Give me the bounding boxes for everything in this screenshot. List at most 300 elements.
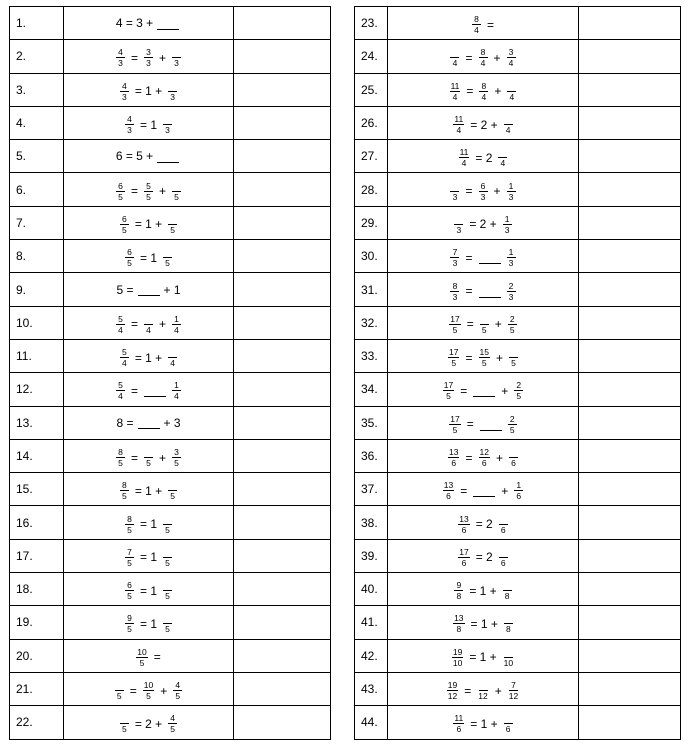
fraction-numerator xyxy=(163,580,172,591)
fraction-numerator xyxy=(168,347,177,358)
fraction xyxy=(507,47,516,68)
answer-box[interactable] xyxy=(234,706,331,739)
problem-equation xyxy=(388,639,579,672)
problem-equation xyxy=(388,40,579,73)
fraction-denominator: 4 xyxy=(146,324,151,335)
answer-box[interactable] xyxy=(579,706,681,739)
fraction-numerator: 8 xyxy=(479,47,488,58)
equation-operator: + xyxy=(494,683,502,698)
fraction xyxy=(453,114,464,135)
fraction-denominator: 5 xyxy=(165,591,170,602)
fraction-numerator: 5 xyxy=(120,347,129,358)
problem-row xyxy=(10,206,331,239)
equation-expression xyxy=(118,713,179,734)
answer-box[interactable] xyxy=(234,140,331,173)
fraction-numerator: 5 xyxy=(144,181,153,192)
answer-box[interactable] xyxy=(234,439,331,472)
fraction-numerator: 12 xyxy=(479,447,489,457)
answer-blank[interactable] xyxy=(138,416,160,429)
fraction-numerator xyxy=(144,447,153,458)
answer-box[interactable] xyxy=(579,473,681,506)
answer-box[interactable] xyxy=(234,240,331,273)
problem-equation xyxy=(388,473,579,506)
problem-row xyxy=(10,73,331,106)
equation-expression xyxy=(448,281,517,302)
problem-equation xyxy=(64,240,234,273)
equation-operator: = 2 + xyxy=(469,217,497,232)
equation-operator: = 1 + xyxy=(469,650,497,665)
fraction xyxy=(479,181,488,202)
fraction-numerator: 10 xyxy=(137,646,147,657)
problem-equation xyxy=(64,406,234,439)
answer-blank[interactable] xyxy=(473,384,495,397)
fraction-numerator xyxy=(498,147,507,158)
answer-box[interactable] xyxy=(234,106,331,139)
fraction xyxy=(172,181,181,202)
answer-box[interactable] xyxy=(579,240,681,273)
problem-row xyxy=(355,240,681,273)
fraction-denominator: 5 xyxy=(146,458,151,468)
fraction-denominator: 5 xyxy=(127,624,132,635)
answer-box[interactable] xyxy=(579,573,681,606)
equation-text: 8 = xyxy=(116,415,134,430)
fraction xyxy=(453,613,464,634)
fraction-denominator: 10 xyxy=(452,657,463,668)
fraction-numerator: 8 xyxy=(450,281,459,292)
equation-expression xyxy=(441,480,526,501)
fraction xyxy=(168,347,177,368)
fraction xyxy=(507,281,516,302)
answer-blank[interactable] xyxy=(138,283,160,296)
fraction-denominator: 5 xyxy=(165,524,170,535)
fraction-denominator: 3 xyxy=(504,224,510,235)
answer-box[interactable] xyxy=(234,473,331,506)
equation-expression xyxy=(123,613,174,634)
answer-box[interactable] xyxy=(579,106,681,139)
problem-row xyxy=(355,73,681,106)
fraction-denominator: 4 xyxy=(118,324,123,335)
equation-expression xyxy=(448,81,519,102)
fraction-denominator: 4 xyxy=(174,391,179,402)
fraction-denominator: 5 xyxy=(452,324,458,335)
problem-equation xyxy=(64,473,234,506)
fraction xyxy=(144,447,153,468)
problem-number: 2. xyxy=(10,40,64,73)
answer-blank[interactable] xyxy=(144,384,166,397)
answer-box[interactable] xyxy=(579,506,681,539)
answer-box[interactable] xyxy=(579,539,681,572)
fraction xyxy=(120,214,129,235)
equation-operator: + xyxy=(160,683,168,698)
answer-box[interactable] xyxy=(234,639,331,672)
fraction-denominator: 5 xyxy=(121,491,127,502)
problem-equation xyxy=(388,273,579,306)
problem-row xyxy=(355,7,681,40)
answer-box[interactable] xyxy=(234,206,331,239)
fraction xyxy=(144,47,153,68)
fraction-numerator xyxy=(450,181,459,192)
fraction xyxy=(509,447,518,468)
fraction-numerator: 11 xyxy=(450,80,460,91)
equation-expression xyxy=(114,380,183,401)
problem-equation xyxy=(388,240,579,273)
answer-box[interactable] xyxy=(579,439,681,472)
fraction-denominator: 6 xyxy=(516,491,522,502)
equation-expression xyxy=(450,647,516,668)
problem-row xyxy=(355,439,681,472)
answer-box[interactable] xyxy=(579,206,681,239)
fraction-numerator xyxy=(509,347,518,358)
equation-expression xyxy=(451,114,514,135)
fraction xyxy=(509,347,518,368)
fraction xyxy=(508,414,517,435)
equation-operator: = 1 xyxy=(139,616,157,631)
problem-number: 44. xyxy=(355,706,388,739)
fraction-numerator xyxy=(172,181,181,192)
equation-operator: = 1 + xyxy=(470,616,498,631)
answer-box[interactable] xyxy=(579,7,681,40)
problem-number: 26. xyxy=(355,106,388,139)
fraction-numerator xyxy=(144,314,153,325)
fraction xyxy=(454,580,463,601)
answer-blank[interactable] xyxy=(157,150,179,163)
problem-row xyxy=(10,106,331,139)
fraction-numerator: 6 xyxy=(479,181,488,192)
answer-box[interactable] xyxy=(579,373,681,406)
answer-box[interactable] xyxy=(579,173,681,206)
fraction-denominator: 4 xyxy=(118,391,123,402)
fraction-denominator: 3 xyxy=(452,191,458,202)
equation-operator: = 2 xyxy=(475,550,493,565)
fraction-denominator: 3 xyxy=(452,291,458,302)
fraction-denominator: 12 xyxy=(508,691,519,702)
answer-box[interactable] xyxy=(579,339,681,372)
problem-equation xyxy=(64,140,234,173)
problem-row xyxy=(355,140,681,173)
fraction xyxy=(125,114,134,135)
problem-number: 37. xyxy=(355,473,388,506)
equation-expression xyxy=(448,47,517,68)
fraction-denominator: 5 xyxy=(446,391,451,402)
problem-row xyxy=(355,672,681,705)
fraction-numerator: 3 xyxy=(172,447,181,458)
worksheet-right-table xyxy=(354,6,681,740)
equation-operator: = 1 + xyxy=(134,350,163,365)
fraction-denominator: 4 xyxy=(500,158,506,169)
fraction-numerator xyxy=(504,613,513,624)
problem-row xyxy=(355,506,681,539)
fraction-denominator: 5 xyxy=(121,724,127,735)
answer-box[interactable] xyxy=(234,73,331,106)
problem-number: 11. xyxy=(10,339,64,372)
fraction-denominator: 5 xyxy=(118,191,123,202)
problem-number: 25. xyxy=(355,73,388,106)
problem-row xyxy=(10,240,331,273)
fraction-denominator: 5 xyxy=(481,324,487,335)
equation-operator: + xyxy=(159,50,167,65)
equation-text: + 1 xyxy=(163,282,181,297)
fraction xyxy=(450,281,459,302)
fraction xyxy=(508,314,517,335)
problem-row xyxy=(10,606,331,639)
fraction xyxy=(163,514,172,535)
fraction xyxy=(125,613,134,634)
fraction xyxy=(443,480,454,501)
fraction-numerator: 17 xyxy=(450,413,460,424)
problem-equation xyxy=(64,106,234,139)
equation-expression xyxy=(456,514,509,535)
problem-row xyxy=(10,140,331,173)
fraction-numerator: 8 xyxy=(479,81,488,92)
problem-equation xyxy=(388,206,579,239)
answer-box[interactable] xyxy=(579,273,681,306)
fraction xyxy=(454,214,463,235)
fraction-numerator: 7 xyxy=(450,247,459,258)
fraction-denominator: 8 xyxy=(506,624,511,635)
problem-row xyxy=(10,273,331,306)
fraction xyxy=(450,47,459,68)
fraction-denominator: 5 xyxy=(509,424,515,435)
answer-box[interactable] xyxy=(234,7,331,40)
equation-text: 6 = 5 + xyxy=(115,149,154,164)
problem-row xyxy=(10,173,331,206)
fraction-numerator xyxy=(163,247,172,258)
problem-row xyxy=(10,406,331,439)
problem-row xyxy=(355,606,681,639)
equation-expression xyxy=(446,447,520,468)
fraction xyxy=(163,547,172,568)
problem-number: 1. xyxy=(10,7,64,40)
fraction-numerator: 6 xyxy=(125,580,134,591)
problem-number: 30. xyxy=(355,240,388,273)
fraction-denominator: 5 xyxy=(165,258,170,269)
equation-operator: + xyxy=(495,450,503,465)
fraction xyxy=(172,47,181,68)
fraction-numerator xyxy=(504,114,513,125)
fraction-denominator: 10 xyxy=(503,657,514,668)
problem-equation xyxy=(388,140,579,173)
fraction-denominator: 4 xyxy=(480,58,486,69)
fraction-numerator: 2 xyxy=(508,314,517,325)
fraction-numerator: 15 xyxy=(479,347,489,358)
fraction xyxy=(116,380,125,401)
equation-operator: + xyxy=(493,184,501,199)
equation-operator: = xyxy=(129,683,137,698)
fraction-denominator: 3 xyxy=(456,224,462,235)
problem-row xyxy=(355,573,681,606)
answer-box[interactable] xyxy=(234,306,331,339)
fraction-denominator: 6 xyxy=(500,524,506,535)
fraction xyxy=(450,247,459,268)
equation-expression xyxy=(445,680,521,701)
answer-box[interactable] xyxy=(579,73,681,106)
problem-equation xyxy=(388,73,579,106)
fraction-numerator xyxy=(454,214,463,225)
fraction-denominator: 5 xyxy=(127,524,132,535)
fraction-numerator: 2 xyxy=(507,281,516,292)
fraction-numerator: 19 xyxy=(447,680,458,691)
answer-box[interactable] xyxy=(234,606,331,639)
problem-row xyxy=(355,40,681,73)
problem-number: 21. xyxy=(10,672,64,705)
problem-equation xyxy=(64,606,234,639)
answer-box[interactable] xyxy=(579,606,681,639)
equation-expression xyxy=(123,547,174,568)
right-rows xyxy=(355,7,681,740)
problem-number: 34. xyxy=(355,373,388,406)
fraction xyxy=(125,547,134,568)
equation-operator: + xyxy=(501,483,509,498)
problem-number: 20. xyxy=(10,639,64,672)
fraction xyxy=(120,480,129,501)
fraction-denominator: 5 xyxy=(481,358,487,369)
fraction xyxy=(503,580,512,601)
equation-operator: = xyxy=(130,317,138,332)
problem-equation xyxy=(64,539,234,572)
equation-expression xyxy=(114,447,183,468)
fraction-numerator: 1 xyxy=(172,314,181,325)
problem-number: 27. xyxy=(355,140,388,173)
answer-box[interactable] xyxy=(234,573,331,606)
problem-number: 43. xyxy=(355,672,388,705)
equation-operator: = 2 xyxy=(475,517,493,532)
equation-operator: + xyxy=(493,50,501,65)
fraction-numerator xyxy=(168,81,177,92)
fraction xyxy=(163,114,172,135)
fraction-numerator xyxy=(479,680,488,691)
fraction xyxy=(116,314,125,335)
fraction xyxy=(499,514,508,535)
fraction xyxy=(507,247,516,268)
fraction-denominator: 3 xyxy=(452,258,458,269)
fraction-denominator: 5 xyxy=(165,557,170,568)
answer-box[interactable] xyxy=(234,506,331,539)
equation-operator: = 1 xyxy=(139,583,157,598)
problem-number: 15. xyxy=(10,473,64,506)
fraction-denominator: 6 xyxy=(505,724,511,735)
problem-number: 29. xyxy=(355,206,388,239)
fraction xyxy=(504,713,513,734)
fraction xyxy=(479,347,490,368)
fraction xyxy=(472,14,481,35)
fraction xyxy=(168,713,177,734)
equation-operator: = 1 + xyxy=(134,217,163,232)
answer-blank[interactable] xyxy=(480,418,502,431)
fraction xyxy=(453,713,464,734)
equation-operator: = 1 + xyxy=(134,483,163,498)
fraction xyxy=(450,181,459,202)
answer-box[interactable] xyxy=(234,373,331,406)
equation-operator: = 2 + xyxy=(134,716,163,731)
equation-operator: = xyxy=(460,483,468,498)
fraction-numerator xyxy=(163,547,172,558)
fraction-denominator: 5 xyxy=(170,724,176,735)
fraction-denominator: 4 xyxy=(174,324,179,335)
equation-operator: = xyxy=(465,350,473,365)
fraction-denominator: 3 xyxy=(170,91,176,102)
problem-row xyxy=(355,373,681,406)
answer-box[interactable] xyxy=(579,140,681,173)
problem-equation xyxy=(64,639,234,672)
fraction-numerator: 5 xyxy=(116,380,125,391)
problem-row xyxy=(355,706,681,739)
answer-box[interactable] xyxy=(234,339,331,372)
fraction-numerator xyxy=(168,480,177,491)
fraction xyxy=(449,414,460,435)
fraction xyxy=(450,81,461,102)
answer-box[interactable] xyxy=(234,672,331,705)
problem-number: 22. xyxy=(10,706,64,739)
fraction xyxy=(443,380,454,401)
equation-expression xyxy=(116,283,180,297)
fraction-denominator: 6 xyxy=(461,524,467,535)
equation-expression xyxy=(452,214,513,235)
problem-number: 38. xyxy=(355,506,388,539)
fraction xyxy=(125,247,134,268)
answer-blank[interactable] xyxy=(473,484,495,497)
answer-box[interactable] xyxy=(234,173,331,206)
fraction-denominator: 5 xyxy=(511,358,516,369)
fraction xyxy=(448,447,459,468)
fraction-numerator: 4 xyxy=(168,713,177,724)
equation-expression xyxy=(116,16,181,30)
problem-equation xyxy=(388,373,579,406)
fraction-numerator: 13 xyxy=(449,447,459,457)
equation-expression xyxy=(447,414,518,435)
worksheet-left-table xyxy=(9,6,331,740)
answer-box[interactable] xyxy=(579,639,681,672)
problem-row xyxy=(10,473,331,506)
answer-box[interactable] xyxy=(579,406,681,439)
fraction-denominator: 12 xyxy=(447,691,458,702)
fraction-numerator xyxy=(450,47,459,58)
answer-box[interactable] xyxy=(234,406,331,439)
answer-box[interactable] xyxy=(234,40,331,73)
fraction-denominator: 5 xyxy=(146,691,151,702)
problem-row xyxy=(10,7,331,40)
fraction-numerator: 8 xyxy=(125,514,134,525)
problem-number: 32. xyxy=(355,306,388,339)
answer-blank[interactable] xyxy=(157,17,179,30)
problem-number: 17. xyxy=(10,539,64,572)
answer-blank[interactable] xyxy=(479,251,501,264)
answer-box[interactable] xyxy=(579,672,681,705)
answer-box[interactable] xyxy=(234,539,331,572)
equation-operator: = 1 xyxy=(139,117,157,132)
equation-expression xyxy=(134,647,162,668)
fraction-numerator: 7 xyxy=(509,680,518,691)
equation-operator: = xyxy=(464,683,472,698)
answer-box[interactable] xyxy=(579,40,681,73)
equation-operator: = 1 + xyxy=(469,583,497,598)
equation-expression xyxy=(448,247,517,268)
fraction xyxy=(143,680,154,701)
equation-operator: + xyxy=(494,317,502,332)
fraction-denominator: 4 xyxy=(452,91,458,102)
answer-blank[interactable] xyxy=(479,285,501,298)
fraction-denominator: 5 xyxy=(118,458,123,468)
fraction-denominator: 5 xyxy=(170,491,176,502)
problem-number: 6. xyxy=(10,173,64,206)
answer-box[interactable] xyxy=(579,306,681,339)
fraction-numerator: 9 xyxy=(454,580,463,591)
equation-operator: + xyxy=(501,383,509,398)
problem-equation xyxy=(388,606,579,639)
fraction xyxy=(514,480,523,501)
problem-row xyxy=(10,373,331,406)
answer-box[interactable] xyxy=(234,273,331,306)
problem-equation xyxy=(388,506,579,539)
